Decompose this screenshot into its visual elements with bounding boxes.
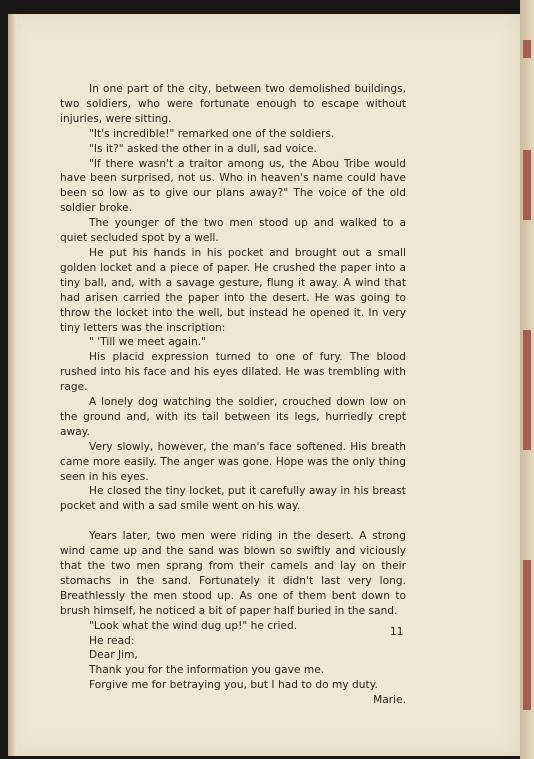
section-gap — [60, 514, 406, 529]
letter-line: Forgive me for betraying you, but I had to do my duty. — [89, 679, 378, 692]
paragraph: He closed the tiny locket, put it carefully away in his breast pocket and with a sad smile went on his way. — [60, 485, 406, 513]
paragraph: "If there wasn't a traitor among us, the Abou Tribe would have been surprised, not us. Who in heaven's name could have been so low as to give our plans away?" The voice of the old soldier broke. — [60, 157, 406, 215]
edge-stain — [523, 330, 531, 450]
paragraph: " 'Till we meet again." — [89, 336, 206, 349]
paragraph: Very slowly, however, the man's face softened. His breath came more easily. The anger was gone. Hope was the only thing seen in his eyes. — [60, 440, 406, 483]
story-text-block — [60, 82, 406, 708]
paragraph: His placid expression turned to one of fury. The blood rushed into his face and his eyes dilated. He was trembling with rage. — [60, 351, 406, 394]
paragraph: The younger of the two men stood up and walked to a quiet secluded spot by a well. — [60, 217, 406, 245]
paragraph: In one part of the city, between two demolished buildings, two soldiers, who were fortunate enough to escape without injuries, were sitting. — [60, 83, 406, 125]
edge-stain — [523, 560, 531, 710]
letter-signature: Marie. — [373, 694, 406, 707]
paragraph: "Look what the wind dug up!" he cried. — [89, 619, 298, 632]
letter-salutation: Dear Jim, — [89, 649, 138, 662]
book-page — [8, 14, 520, 756]
paragraph: "It's incredible!" remarked one of the soldiers. — [89, 127, 335, 140]
page-edge-stack — [520, 0, 534, 759]
paragraph: A lonely dog watching the soldier, crouched down low on the ground and, with its tail between its legs, hurriedly crept away. — [60, 396, 406, 438]
edge-stain — [523, 40, 531, 58]
page-number: 11 — [390, 626, 404, 638]
paragraph: Years later, two men were riding in the desert. A strong wind came up and the sand was blown so swiftly and viciously that the two men sprang from their camels and lay on their stomachs in the sand. Fortunately it didn't last very long. Breathlessly the men stood up. As one of them bent down to brush himself, he noticed a bit of paper half buried in the sand. — [60, 530, 406, 617]
paragraph: He read: — [89, 634, 135, 647]
letter-line: Thank you for the information you gave me. — [89, 664, 325, 677]
paragraph: He put his hands in his pocket and brought out a small golden locket and a piece of paper. He crushed the paper into a tiny ball, and, with a savage gesture, flung it away. A wind that had arisen carried the paper into the desert. He was going to throw the locket into the well, but instead he opened it. In very tiny letters was the inscription: — [60, 246, 406, 334]
edge-stain — [523, 150, 531, 220]
page-spine-shadow — [8, 14, 17, 756]
paragraph: "Is it?" asked the other in a dull, sad voice. — [89, 142, 317, 155]
